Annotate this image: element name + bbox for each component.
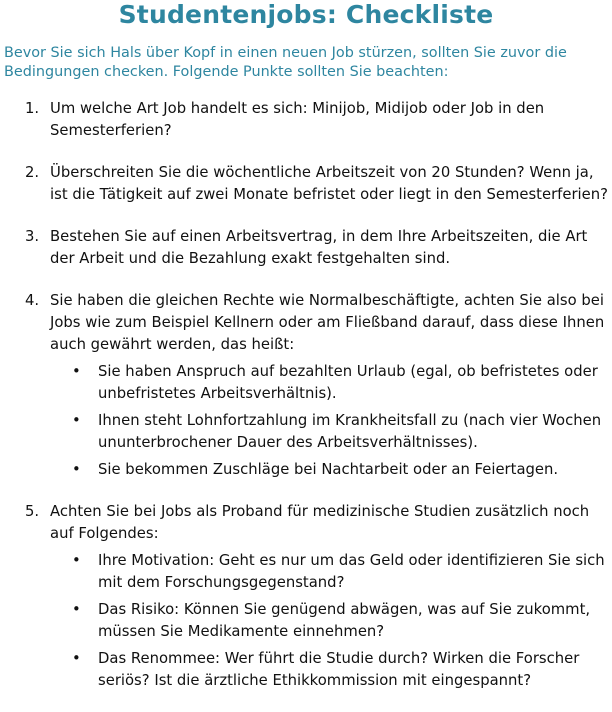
bullet-item [50,361,608,405]
item-text: Sie haben die gleichen Rechte wie Normalbeschäftigte, achten Sie also bei Jobs wie zum Beispiel Kellnern oder am Fließband darauf, dass diese Ihnen auch gewährt werden, das heißt: [50,292,605,353]
item-number: 4. [25,292,40,309]
bullet-item [50,410,608,454]
bullet-text: Ihre Motivation: Geht es nur um das Geld oder identifizieren Sie sich mit dem Forschungsgegenstand? [98,552,605,591]
checklist-item [0,290,612,481]
bullet-text: Das Renommee: Wer führt die Studie durch? Wirken die Forscher seriös? Ist die ärztliche Ethikkommission mit eingespannt? [98,650,580,689]
item-text: Um welche Art Job handelt es sich: Minijob, Midijob oder Job in den Semesterferien? [50,100,545,139]
bullet-item [50,550,608,594]
item-number: 5. [25,503,40,520]
bullet-icon: • [72,650,81,667]
bullet-text: Das Risiko: Können Sie genügend abwägen, was auf Sie zukommt, müssen Sie Medikamente einnehmen? [98,601,591,640]
bullet-item [50,459,608,481]
bullet-icon: • [72,461,81,478]
bullet-list [50,550,608,692]
checklist [0,98,612,712]
bullet-icon: • [72,601,81,618]
checklist-item [0,226,612,270]
bullet-text: Sie bekommen Zuschläge bei Nachtarbeit oder an Feiertagen. [98,461,559,478]
bullet-icon: • [72,552,81,569]
bullet-text: Ihnen steht Lohnfortzahlung im Krankheitsfall zu (nach vier Wochen ununterbrochener Dauer des Arbeitsverhältnisses). [98,412,602,451]
item-text: Überschreiten Sie die wöchentliche Arbeitszeit von 20 Stunden? Wenn ja, ist die Tätigkeit auf zwei Monate befristet oder liegt in den Semesterferien? [50,164,609,203]
page-title: Studentenjobs: Checkliste [118,0,494,29]
bullet-item [50,648,608,692]
item-number: 1. [25,100,40,117]
bullet-icon: • [72,412,81,429]
checklist-item [0,162,612,206]
item-text: Achten Sie bei Jobs als Proband für medizinische Studien zusätzlich noch auf Folgendes: [50,503,590,542]
bullet-text: Sie haben Anspruch auf bezahlten Urlaub (egal, ob befristetes oder unbefristetes Arbeitsverhältnis). [98,363,598,402]
item-number: 3. [25,228,40,245]
item-text: Bestehen Sie auf einen Arbeitsvertrag, in dem Ihre Arbeitszeiten, die Art der Arbeit und die Bezahlung exakt festgehalten sind. [50,228,588,267]
bullet-item [50,599,608,643]
intro-paragraph: Bevor Sie sich Hals über Kopf in einen neuen Job stürzen, sollten Sie zuvor die Bedingungen checken. Folgende Punkte sollten Sie beachten: [4,45,567,80]
item-number: 2. [25,164,40,181]
bullet-icon: • [72,363,81,380]
bullet-list [50,361,608,481]
checklist-item [0,98,612,142]
checklist-item [0,501,612,692]
